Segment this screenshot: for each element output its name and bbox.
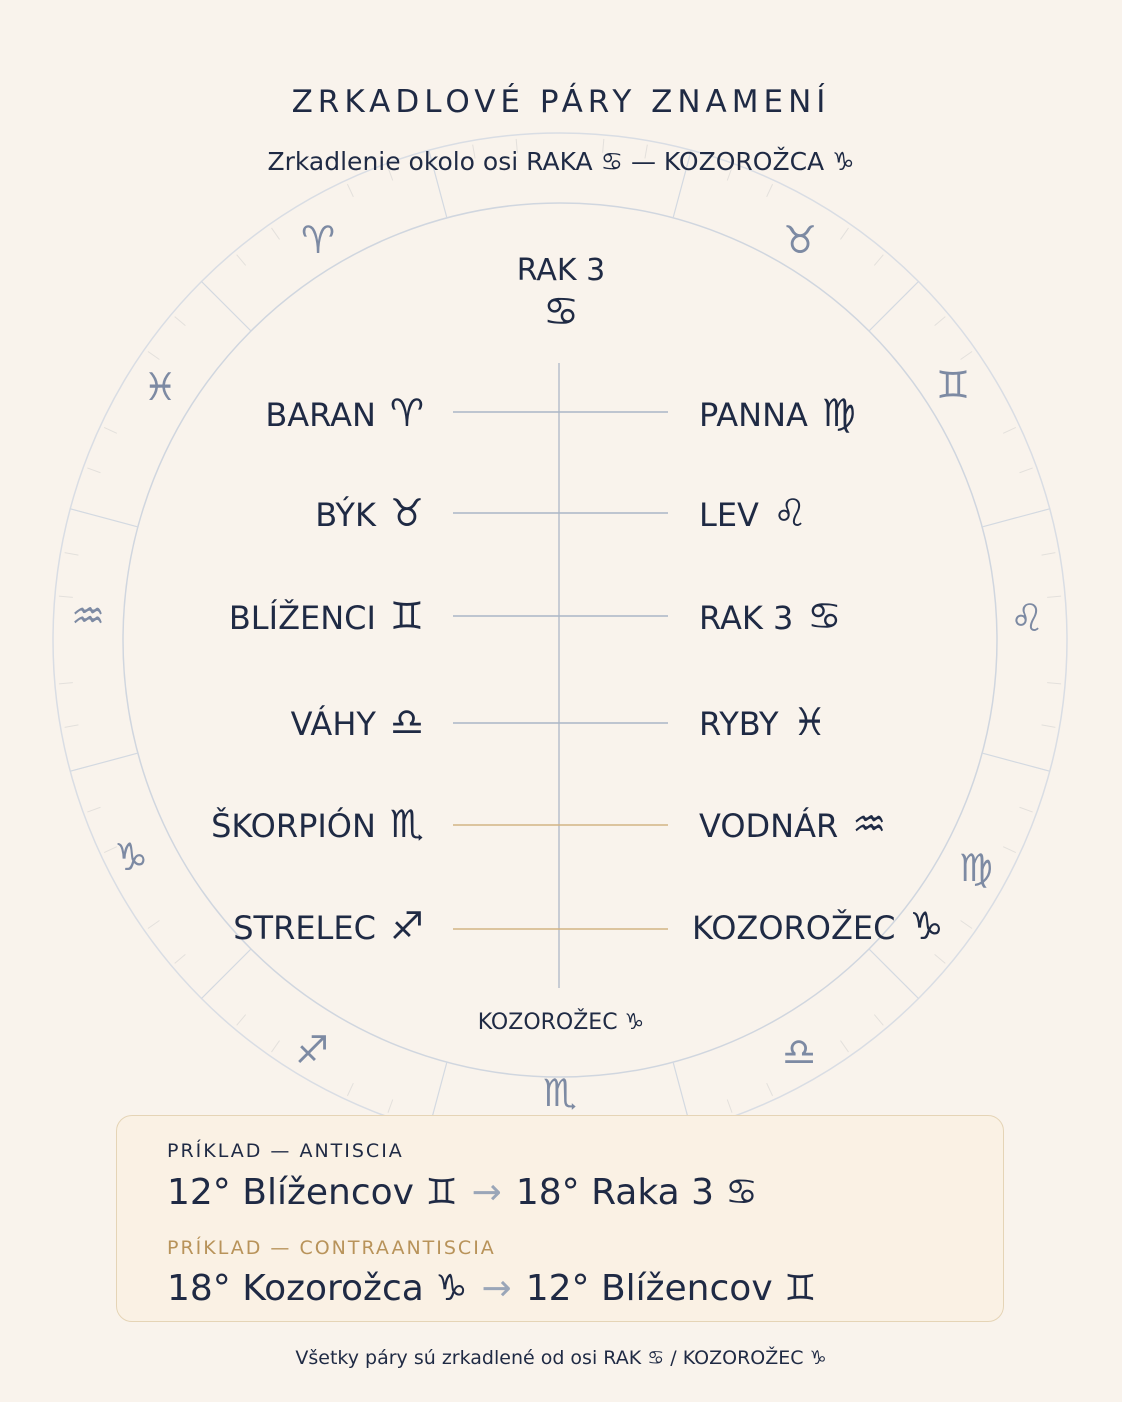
wheel-tick	[727, 1100, 732, 1113]
wheel-sector-divider	[201, 281, 250, 330]
sagittarius-icon: ♐	[294, 1028, 330, 1072]
pair-right-text: PANNA	[699, 396, 808, 434]
libra-icon: ♎	[781, 1030, 817, 1074]
pair-left-text: BARAN	[265, 396, 376, 434]
antiscia-example-label: PRÍKLAD — ANTISCIA	[167, 1140, 404, 1162]
wheel-tick	[935, 954, 946, 963]
wheel-tick	[840, 228, 848, 239]
taurus-icon: ♉	[782, 218, 818, 262]
pair-left-label	[104, 594, 424, 638]
wheel-sector-divider	[869, 949, 918, 998]
virgo-icon: ♍	[821, 391, 856, 435]
cancer-icon: ♋	[807, 594, 842, 638]
pair-right-label	[699, 700, 1029, 744]
antiscia-example	[167, 1172, 758, 1213]
cancer-icon: ♋	[543, 289, 579, 335]
pair-right-label	[699, 802, 1029, 846]
pair-left-text: BÝK	[315, 496, 376, 534]
gemini-icon: ♊	[389, 594, 424, 638]
antiscia-to: 18° Raka 3 ♋	[515, 1172, 758, 1213]
axis-bottom-label: KOZOROŽEC ♑	[477, 1010, 645, 1035]
wheel-tick	[1020, 468, 1033, 473]
wheel-tick	[271, 228, 279, 239]
pair-right-label	[699, 491, 1029, 535]
wheel-tick	[148, 351, 159, 359]
pair-right-label	[699, 391, 1029, 435]
wheel-tick	[175, 954, 186, 963]
wheel-glyphs	[71, 218, 1044, 1115]
scorpio-icon: ♏	[542, 1071, 578, 1115]
wheel-tick	[1047, 683, 1061, 684]
pair-right-label	[699, 594, 1029, 638]
wheel-tick	[237, 1015, 246, 1026]
wheel-tick	[874, 1015, 883, 1026]
wheel-tick	[840, 1041, 848, 1052]
pair-left-text: STRELEC	[233, 909, 376, 947]
capricorn-icon: ♑	[909, 904, 944, 948]
leo-icon: ♌	[772, 491, 808, 535]
gemini-icon: ♊	[935, 363, 971, 407]
axis-top-label	[461, 252, 661, 334]
wheel-tick	[65, 553, 79, 555]
wheel-tick	[874, 255, 883, 266]
pisces-icon: ♓	[792, 700, 827, 744]
sagittarius-icon: ♐	[389, 904, 424, 948]
wheel-tick	[175, 317, 186, 326]
pair-left-text: VÁHY	[290, 705, 376, 743]
taurus-icon: ♉	[389, 491, 424, 535]
wheel-tick	[767, 184, 773, 197]
wheel-tick	[347, 184, 353, 197]
page-title: ZRKADLOVÉ PÁRY ZNAMENÍ	[291, 84, 831, 120]
page-subtitle: Zrkadlenie okolo osi RAKA ♋ — KOZOROŽCA ♑	[267, 147, 855, 176]
aquarius-icon: ♒	[852, 802, 887, 846]
pair-left-label	[104, 391, 424, 435]
contraantiscia-example	[167, 1268, 816, 1309]
pair-right-label	[692, 904, 1022, 948]
pair-right-text: KOZOROŽEC	[692, 909, 896, 947]
axis-top-text: RAK 3	[516, 253, 606, 288]
leo-icon: ♌	[1009, 596, 1045, 640]
pair-right-text: LEV	[699, 496, 759, 534]
contraantiscia-example-label: PRÍKLAD — CONTRAANTISCIA	[167, 1237, 496, 1259]
contraantiscia-from: 18° Kozorožca ♑	[167, 1268, 468, 1309]
arrow-right-icon: →	[471, 1172, 502, 1213]
wheel-sector-divider	[201, 949, 250, 998]
arrow-right-icon: →	[481, 1268, 512, 1309]
aries-icon: ♈	[389, 391, 424, 435]
virgo-icon: ♍	[958, 846, 994, 890]
wheel-tick	[347, 1083, 353, 1096]
wheel-tick	[767, 1083, 773, 1096]
wheel-tick	[1042, 725, 1056, 727]
scorpio-icon: ♏	[389, 802, 424, 846]
footnote: Všetky páry sú zrkadlené od osi RAK ♋ / KOZOROŽEC ♑	[295, 1347, 827, 1369]
aries-icon: ♈	[300, 218, 336, 262]
pair-connector-lines	[453, 412, 668, 929]
wheel-tick	[237, 255, 246, 266]
wheel-tick	[59, 683, 73, 684]
pair-left-label	[104, 904, 424, 948]
pair-left-text: ŠKORPIÓN	[211, 807, 376, 845]
wheel-tick	[87, 468, 100, 473]
pisces-icon: ♓	[142, 365, 178, 409]
wheel-tick	[1003, 847, 1016, 853]
pair-right-text: RAK 3	[699, 599, 794, 637]
wheel-tick	[935, 317, 946, 326]
aquarius-icon: ♒	[70, 594, 106, 638]
libra-icon: ♎	[389, 700, 424, 744]
wheel-tick	[65, 725, 79, 727]
pair-right-text: VODNÁR	[699, 807, 839, 845]
pair-left-label	[104, 491, 424, 535]
wheel-tick	[271, 1041, 279, 1052]
contraantiscia-to: 12° Blížencov ♊	[525, 1268, 817, 1309]
wheel-tick	[961, 351, 972, 359]
wheel-tick	[1042, 553, 1056, 555]
pair-left-label	[104, 802, 424, 846]
example-box	[116, 1115, 1004, 1322]
wheel-tick	[87, 807, 100, 812]
pair-right-text: RYBY	[699, 705, 779, 743]
wheel-sector-divider	[70, 753, 138, 771]
wheel-tick	[1047, 596, 1061, 597]
pair-left-text: BLÍŽENCI	[228, 599, 376, 637]
wheel-sector-divider	[869, 281, 918, 330]
capricorn-icon: ♑	[113, 835, 149, 879]
pair-left-label	[104, 700, 424, 744]
antiscia-from: 12° Blížencov ♊	[167, 1172, 458, 1213]
wheel-tick	[388, 1100, 393, 1113]
wheel-sector-divider	[982, 753, 1050, 771]
